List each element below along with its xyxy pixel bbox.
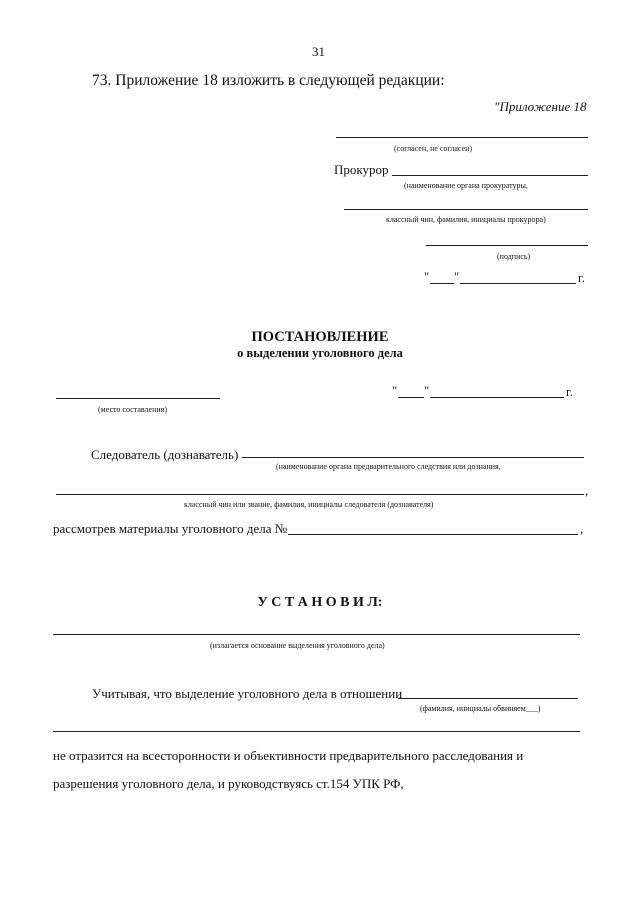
case-number-line	[288, 534, 578, 535]
investigator-rank-line	[56, 494, 584, 495]
agree-caption: (согласен, не согласен)	[394, 144, 473, 153]
considering-text: Учитывая, что выделение уголовного дела в отношении	[92, 686, 403, 701]
accused-line	[398, 698, 578, 699]
prosecutor-org-caption: (наименование органа прокуратуры,	[404, 181, 528, 190]
prosecutor-label: Прокурор	[334, 162, 389, 177]
investigator-org-line	[242, 457, 584, 458]
intro-line: 73. Приложение 18 изложить в следующей редакции:	[92, 72, 445, 89]
approval-date-month-line	[460, 283, 576, 284]
page-number: 31	[312, 44, 325, 59]
approval-year-suffix: г.	[578, 271, 585, 285]
place-line	[56, 398, 220, 399]
investigator-rank-comma: ,	[585, 483, 589, 498]
investigator-label: Следователь (дознаватель)	[91, 447, 239, 462]
accused-continuation-line	[53, 731, 580, 732]
approval-date-quote-close: "	[454, 270, 460, 284]
investigator-org-caption: (наименование органа предварительного следствия или дознания,	[276, 462, 501, 471]
reviewed-comma: ,	[580, 521, 584, 536]
document-title: ПОСТАНОВЛЕНИЕ	[251, 329, 389, 345]
document-subtitle: о выделении уголовного дела	[237, 346, 403, 360]
agree-line	[336, 137, 588, 138]
investigator-rank-caption: классный чин или звание, фамилия, инициалы следователя (дознавателя)	[184, 500, 434, 509]
approval-date-day-line	[430, 283, 454, 284]
year-suffix: г.	[566, 385, 573, 399]
prosecutor-rank-caption: классный чин, фамилия, инициалы прокурора)	[386, 215, 546, 224]
body-line-1: не отразится на всесторонности и объективности предварительного расследования и	[53, 748, 524, 763]
established-heading: У С Т А Н О В И Л:	[257, 595, 383, 610]
reviewed-text: рассмотрев материалы уголовного дела №	[53, 521, 288, 536]
date-quote-close: "	[424, 384, 430, 398]
signature-line	[426, 245, 588, 246]
date-day-line	[398, 397, 424, 398]
prosecutor-org-line	[392, 175, 588, 176]
appendix-label: "Приложение 18	[494, 99, 587, 114]
prosecutor-rank-line	[344, 209, 588, 210]
reason-caption: (излагается основание выделения уголовного дела)	[210, 641, 385, 650]
place-caption: (место составления)	[98, 405, 167, 414]
reason-line	[53, 634, 580, 635]
signature-caption: (подпись)	[497, 252, 531, 261]
accused-caption: (фамилия, инициалы обвиняем___)	[420, 704, 541, 713]
date-quote-open: "	[392, 384, 398, 398]
approval-date-quote-open: "	[424, 270, 430, 284]
body-line-2: разрешения уголовного дела, и руководствуясь ст.154 УПК РФ,	[53, 776, 404, 791]
date-month-line	[430, 397, 564, 398]
